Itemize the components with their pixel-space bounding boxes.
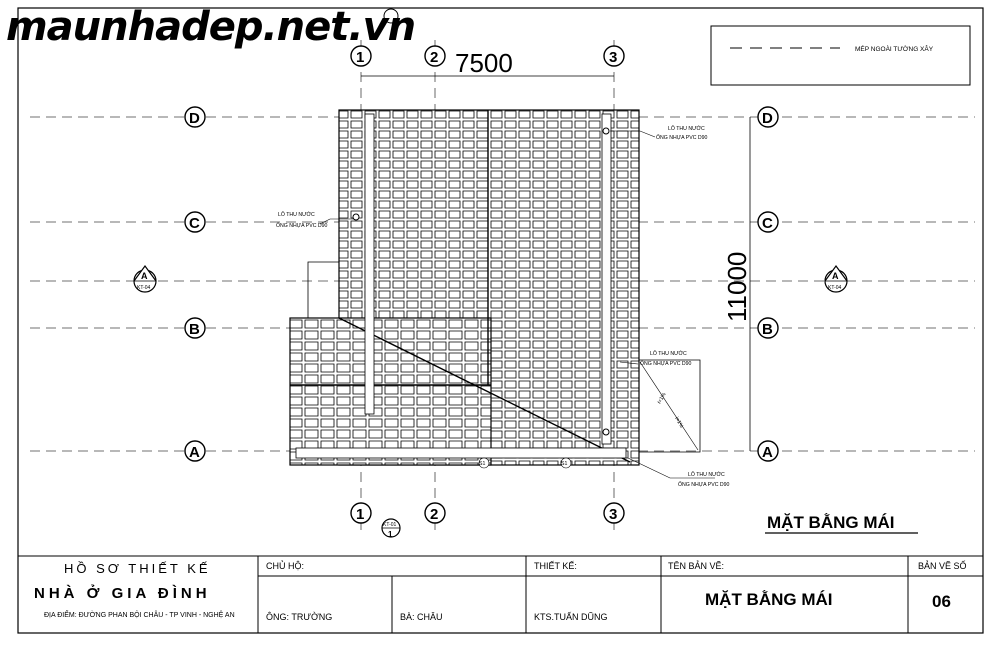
pipe-label-2: ỐNG NHỰA PVC D90	[276, 223, 328, 229]
roof-wing	[290, 318, 491, 465]
grid-row-A-right: A	[762, 444, 773, 461]
owner-label: CHỦ HỘ:	[266, 561, 304, 571]
grid-row-B-right: B	[762, 321, 773, 338]
slope-label-1: i=1%	[656, 391, 668, 405]
grid-col-2-bottom: 2	[430, 506, 439, 523]
legend-box	[711, 26, 970, 85]
grid-row-A-left: A	[189, 444, 200, 461]
drain-label-1: LỖ THU NƯỚC	[668, 126, 705, 132]
grid-col-2-top: 2	[430, 49, 439, 66]
pipe-label-4: ỐNG NHỰA PVC D90	[678, 482, 730, 488]
balcony-outline	[639, 360, 700, 452]
grid-row-C-left: C	[189, 215, 200, 232]
beam-label-1: S1	[479, 461, 486, 467]
section-right-letter: A	[832, 271, 839, 281]
designer-name: KTS.TUẤN DŨNG	[534, 612, 608, 622]
section-mark-bottom	[382, 519, 400, 539]
drain-label-4: LỖ THU NƯỚC	[688, 472, 725, 478]
owner-2: BÀ: CHÂU	[400, 612, 443, 622]
pipe-label-3: ỐNG NHỰA PVC D90	[640, 361, 692, 367]
drain-label-3: LỖ THU NƯỚC	[650, 351, 687, 357]
grid-bubbles-right	[758, 107, 778, 461]
grid-col-3-bottom: 3	[609, 506, 618, 523]
designer-label: THIẾT KẾ:	[534, 561, 577, 571]
gutter-right	[602, 114, 611, 444]
wall-outline-left	[308, 262, 339, 318]
project-label: HỒ SƠ THIẾT KẾ	[64, 561, 211, 576]
project-name: NHÀ Ở GIA ĐÌNH	[34, 585, 211, 602]
grid-col-1-top: 1	[356, 49, 365, 66]
slope-label-2: i=1%	[673, 416, 685, 430]
balcony-diagonal	[640, 362, 698, 450]
pipe-label-1: ỐNG NHỰA PVC D90	[656, 135, 708, 141]
slope-labels	[657, 392, 685, 430]
sheet-name-label: TÊN BẢN VẼ:	[668, 561, 725, 571]
grid-row-C-right: C	[762, 215, 773, 232]
sheet-no: 06	[932, 592, 951, 611]
section-bottom-num: 1	[388, 530, 393, 539]
owner-1: ÔNG: TRƯỜNG	[266, 612, 333, 622]
section-left-ref: KT-04	[137, 285, 151, 291]
grid-col-3-top: 3	[609, 49, 618, 66]
dim-height: 11000	[722, 251, 752, 322]
grid-row-D-right: D	[762, 110, 773, 127]
sheet-no-label: BẢN VẼ SỐ	[918, 561, 967, 571]
section-right-ref: KT-04	[828, 285, 842, 291]
drain-label-2: LỖ THU NƯỚC	[278, 212, 315, 218]
grid-bubbles-left	[185, 107, 205, 461]
gutter-left	[365, 114, 374, 414]
grid-row-B-left: B	[189, 321, 200, 338]
beam-label-2: S1	[561, 461, 568, 467]
legend-text: MÉP NGOÀI TƯỜNG XÂY	[855, 46, 934, 53]
gutter-bottom	[296, 448, 626, 458]
drawing-title: MẶT BẰNG MÁI	[767, 513, 895, 532]
sheet-name: MẶT BẰNG MÁI	[705, 590, 833, 609]
section-mark-left	[134, 266, 156, 292]
grid-col-1-bottom: 1	[356, 506, 365, 523]
dim-width: 7500	[455, 48, 513, 78]
section-mark-right	[825, 266, 847, 292]
section-left-letter: A	[141, 271, 148, 281]
section-bottom-ref: KT-01	[383, 522, 397, 528]
grid-row-D-left: D	[189, 110, 200, 127]
watermark-logo: maunhadep.net.vn	[6, 4, 416, 50]
project-address: ĐỊA ĐIỂM: ĐƯỜNG PHAN BỘI CHÂU - TP VINH - NGHỆ AN	[44, 612, 235, 619]
